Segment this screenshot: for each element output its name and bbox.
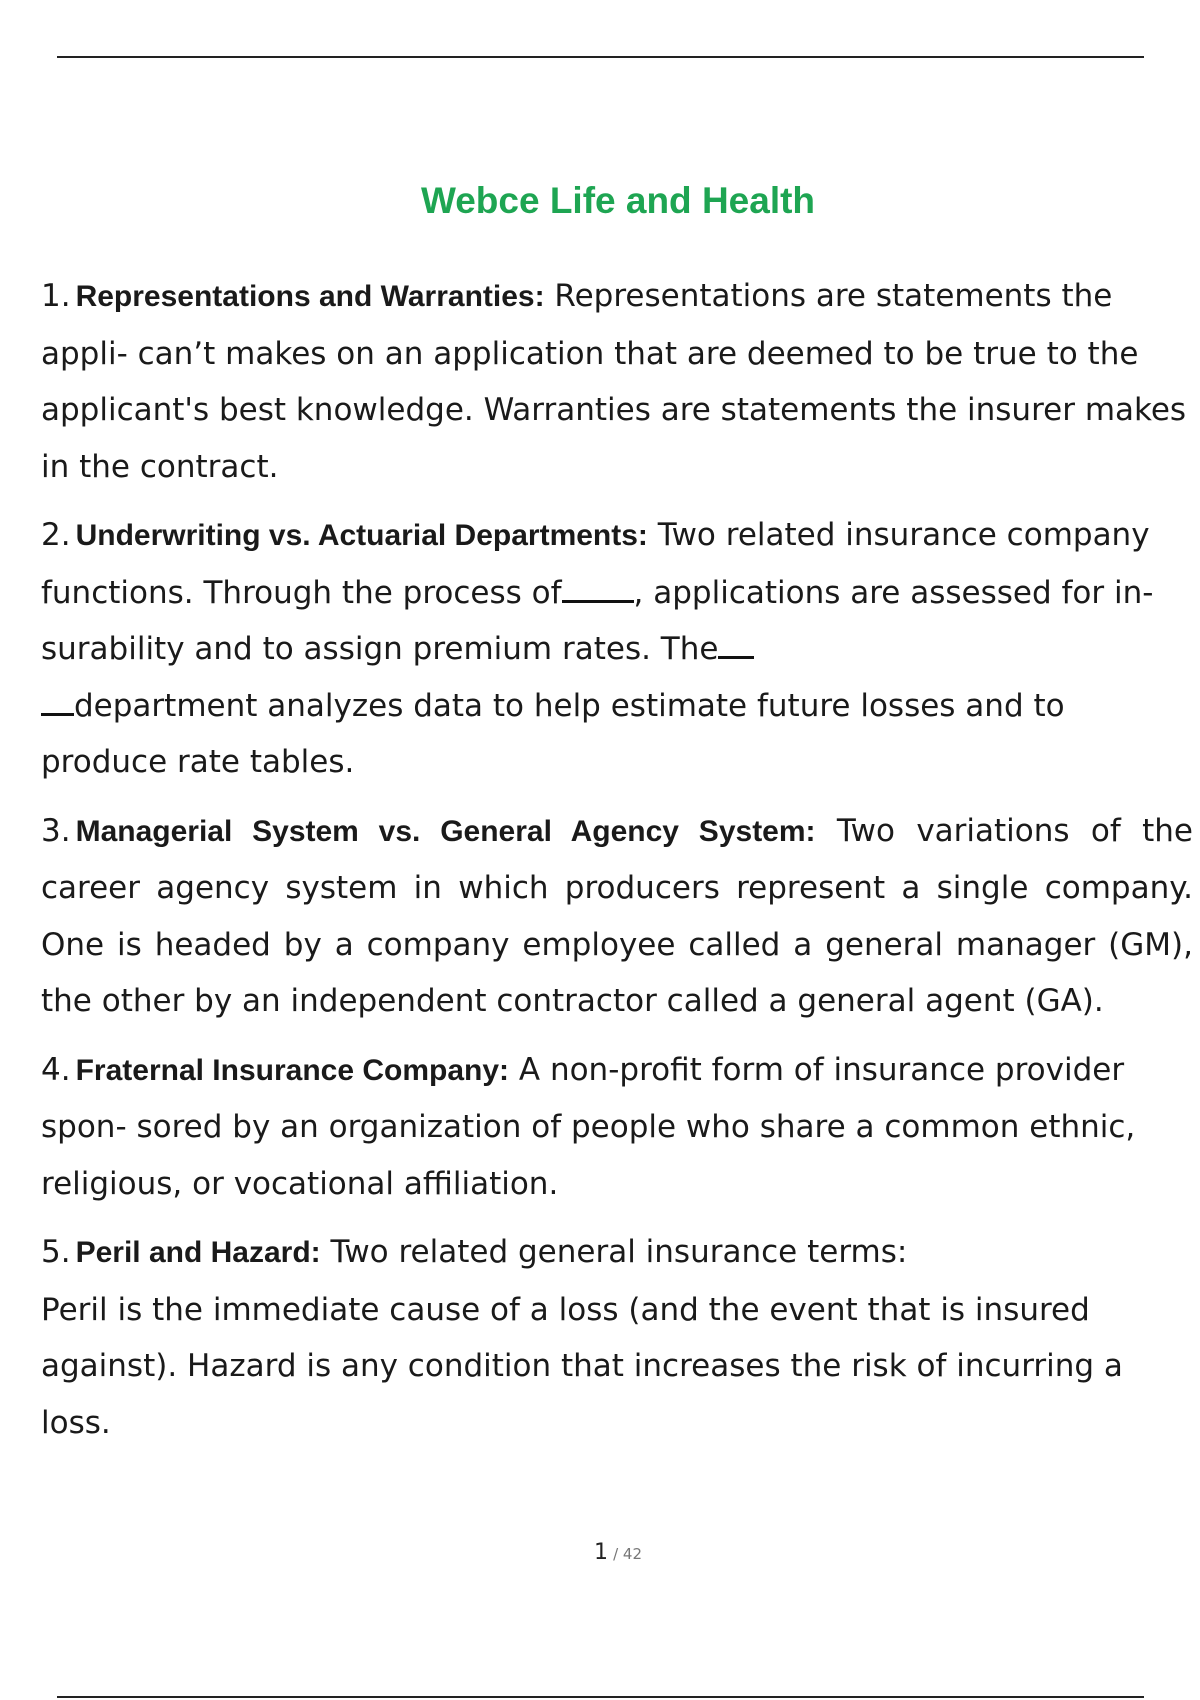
item-text: department analyzes data to help estimate future losses and to produce rate tables. xyxy=(41,687,1065,780)
item-text: Peril is the immediate cause of a loss (and the event that is insured against). Hazard is any condition that increases the risk of incurring a loss. xyxy=(41,1291,1123,1441)
item-term: Managerial System vs. General Agency System: xyxy=(75,814,816,848)
fill-in-blank xyxy=(562,570,634,602)
current-page: 1 xyxy=(593,1540,608,1565)
item-number: 3. xyxy=(41,812,71,849)
item-text: , applications are assessed for in- surability and to assign premium rates. The xyxy=(41,574,1154,667)
item-number: 4. xyxy=(41,1051,71,1088)
list-item-1 xyxy=(41,268,1193,495)
document-body xyxy=(41,268,1193,1463)
list-item-5 xyxy=(41,1224,1193,1451)
item-term: Underwriting vs. Actuarial Departments: xyxy=(75,519,648,552)
item-term: Representations and Warranties: xyxy=(75,280,545,313)
list-item-3 xyxy=(41,803,1193,1030)
item-text: Representations are statements the appli- can’t makes on an application that are deemed to be true to the applicant's best knowledge. Warranties are statements the insurer makes in the contract. xyxy=(41,278,1187,485)
document-title: Webce Life and Health xyxy=(420,180,816,221)
item-text: Two related insurance company functions. Through the process of xyxy=(41,517,1150,611)
top-rule xyxy=(57,56,1144,58)
item-number: 5. xyxy=(41,1234,71,1270)
total-pages: / 42 xyxy=(613,1545,642,1563)
fill-in-blank xyxy=(718,627,754,659)
bottom-rule xyxy=(57,1696,1144,1698)
list-item-4 xyxy=(41,1042,1193,1213)
item-text: Two related general insurance terms: xyxy=(320,1234,908,1270)
page-indicator xyxy=(0,1540,1200,1565)
item-text: A non-profit form of insurance provider spon- sored by an organization of people who share a common ethnic, religious, or vocational affiliation. xyxy=(41,1051,1136,1202)
item-number: 2. xyxy=(41,517,71,553)
list-item-2 xyxy=(41,507,1193,791)
fill-in-blank xyxy=(41,683,74,715)
item-text: Two variations of the career agency system in which producers represent a single company. One is headed by a company employee called a general manager (GM), the other by an independent contractor called a general agent (GA). xyxy=(41,812,1193,1019)
item-number: 1. xyxy=(41,278,71,314)
item-term: Fraternal Insurance Company: xyxy=(75,1053,510,1087)
item-term: Peril and Hazard: xyxy=(75,1236,321,1269)
